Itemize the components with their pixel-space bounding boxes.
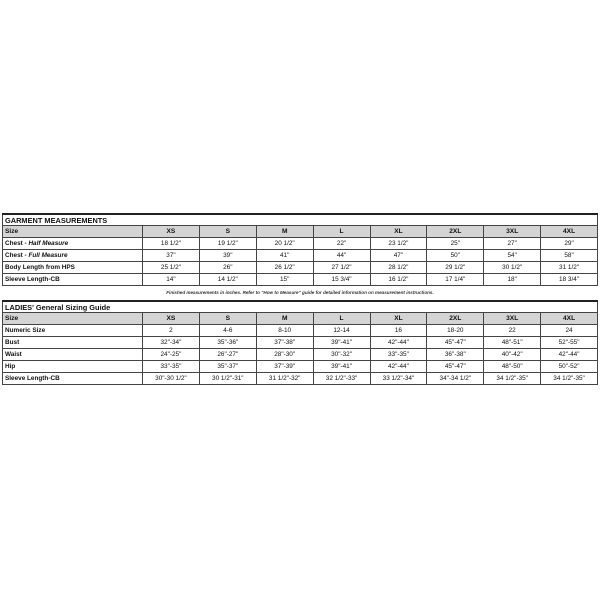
- table-cell: 52"-55": [541, 337, 598, 349]
- size-header: XS: [143, 226, 200, 238]
- size-header: 2XL: [427, 313, 484, 325]
- size-header: L: [313, 226, 370, 238]
- table-cell: 27 1/2": [313, 262, 370, 274]
- row-label: Bust: [3, 337, 143, 349]
- table-cell: 37": [143, 250, 200, 262]
- table-cell: 17 1/4": [427, 274, 484, 286]
- ladies-title: LADIES' General Sizing Guide: [3, 301, 598, 313]
- row-label: [3, 238, 143, 250]
- row-label-text: Chest -: [5, 240, 29, 247]
- table-cell: 14 1/2": [199, 274, 256, 286]
- row-label-emphasis: Full Measure: [28, 252, 68, 259]
- garment-title: GARMENT MEASUREMENTS: [3, 214, 598, 226]
- table-cell: 35"-37": [199, 361, 256, 373]
- table-cell: 50": [427, 250, 484, 262]
- row-label: [3, 250, 143, 262]
- table-cell: 44": [313, 250, 370, 262]
- row-label: Numeric Size: [3, 325, 143, 337]
- table-row: [3, 238, 598, 250]
- row-label-emphasis: Half Measure: [28, 240, 69, 247]
- table-cell: 29": [541, 238, 598, 250]
- table-cell: 12-14: [313, 325, 370, 337]
- table-cell: 15": [256, 274, 313, 286]
- table-cell: 35"-36": [199, 337, 256, 349]
- table-cell: 36"-38": [427, 349, 484, 361]
- table-cell: 30"-30 1/2": [143, 373, 200, 385]
- table-cell: 20 1/2": [256, 238, 313, 250]
- table-cell: 15 3/4": [313, 274, 370, 286]
- table-cell: 34"-34 1/2": [427, 373, 484, 385]
- table-cell: 40"-42": [484, 349, 541, 361]
- table-row: [3, 325, 598, 337]
- table-row: [3, 361, 598, 373]
- table-cell: 42"-44": [541, 349, 598, 361]
- ladies-header-row: [3, 313, 598, 325]
- table-cell: 18-20: [427, 325, 484, 337]
- table-cell: 18": [484, 274, 541, 286]
- ladies-title-row: [3, 301, 598, 313]
- table-cell: 27": [484, 238, 541, 250]
- table-cell: 33"-35": [143, 361, 200, 373]
- size-header: 4XL: [541, 226, 598, 238]
- size-header: XS: [143, 313, 200, 325]
- table-cell: 14": [143, 274, 200, 286]
- table-cell: 23 1/2": [370, 238, 427, 250]
- garment-title-row: [3, 214, 598, 226]
- size-header: M: [256, 226, 313, 238]
- table-cell: 48"-50": [484, 361, 541, 373]
- table-cell: 37"-38": [256, 337, 313, 349]
- table-cell: 16 1/2": [370, 274, 427, 286]
- table-cell: 33 1/2"-34": [370, 373, 427, 385]
- row-label: Sleeve Length-CB: [3, 373, 143, 385]
- table-cell: 45"-47": [427, 361, 484, 373]
- table-row: [3, 373, 598, 385]
- table-cell: 50"-52": [541, 361, 598, 373]
- size-header: XL: [370, 313, 427, 325]
- row-label: Hip: [3, 361, 143, 373]
- table-cell: 22": [313, 238, 370, 250]
- ladies-size-header: Size: [3, 313, 143, 325]
- table-cell: 42"-44": [370, 337, 427, 349]
- table-cell: 30 1/2"-31": [199, 373, 256, 385]
- row-label-text: Chest -: [5, 252, 29, 259]
- table-cell: 34 1/2"-35": [541, 373, 598, 385]
- table-row: [3, 262, 598, 274]
- size-header: 2XL: [427, 226, 484, 238]
- table-cell: 8-10: [256, 325, 313, 337]
- table-cell: 30"-32": [313, 349, 370, 361]
- size-header: 3XL: [484, 226, 541, 238]
- table-cell: 58": [541, 250, 598, 262]
- table-cell: 24"-25": [143, 349, 200, 361]
- size-header: S: [199, 313, 256, 325]
- table-cell: 45"-47": [427, 337, 484, 349]
- table-cell: 42"-44": [370, 361, 427, 373]
- garment-size-header: Size: [3, 226, 143, 238]
- table-cell: 34 1/2"-35": [484, 373, 541, 385]
- table-cell: 54": [484, 250, 541, 262]
- table-cell: 19 1/2": [199, 238, 256, 250]
- table-cell: 24: [541, 325, 598, 337]
- size-header: L: [313, 313, 370, 325]
- garment-header-row: [3, 226, 598, 238]
- row-label: [3, 274, 143, 286]
- table-cell: 26"-27": [199, 349, 256, 361]
- table-cell: 18 3/4": [541, 274, 598, 286]
- table-cell: 18 1/2": [143, 238, 200, 250]
- table-cell: 29 1/2": [427, 262, 484, 274]
- table-row: [3, 274, 598, 286]
- row-label-text: Body Length from HPS: [5, 264, 75, 271]
- table-cell: 31 1/2": [541, 262, 598, 274]
- table-cell: 31 1/2"-32": [256, 373, 313, 385]
- row-label: Waist: [3, 349, 143, 361]
- table-cell: 48"-51": [484, 337, 541, 349]
- table-row: [3, 250, 598, 262]
- measurement-note: Finished measurements in inches. Refer to "How to Measure" guide for detailed information on measurement instructions.: [166, 290, 434, 295]
- table-cell: 39"-41": [313, 337, 370, 349]
- table-cell: 28"-30": [256, 349, 313, 361]
- table-cell: 47": [370, 250, 427, 262]
- table-cell: 39": [199, 250, 256, 262]
- garment-measurements-table: [2, 213, 598, 286]
- table-cell: 25": [427, 238, 484, 250]
- size-header: 4XL: [541, 313, 598, 325]
- size-header: 3XL: [484, 313, 541, 325]
- table-cell: 32"-34": [143, 337, 200, 349]
- table-cell: 4-6: [199, 325, 256, 337]
- table-cell: 22: [484, 325, 541, 337]
- table-cell: 2: [143, 325, 200, 337]
- table-cell: 25 1/2": [143, 262, 200, 274]
- table-cell: 30 1/2": [484, 262, 541, 274]
- table-cell: 41": [256, 250, 313, 262]
- size-chart: [2, 213, 598, 385]
- table-cell: 28 1/2": [370, 262, 427, 274]
- table-row: [3, 337, 598, 349]
- row-label: [3, 262, 143, 274]
- table-cell: 26": [199, 262, 256, 274]
- row-label-text: Sleeve Length-CB: [5, 276, 60, 283]
- table-cell: 32 1/2"-33": [313, 373, 370, 385]
- table-cell: 16: [370, 325, 427, 337]
- table-row: [3, 349, 598, 361]
- ladies-sizing-table: [2, 300, 598, 385]
- table-cell: 26 1/2": [256, 262, 313, 274]
- table-cell: 33"-35": [370, 349, 427, 361]
- size-header: M: [256, 313, 313, 325]
- table-cell: 39"-41": [313, 361, 370, 373]
- size-header: XL: [370, 226, 427, 238]
- size-header: S: [199, 226, 256, 238]
- table-cell: 37"-39": [256, 361, 313, 373]
